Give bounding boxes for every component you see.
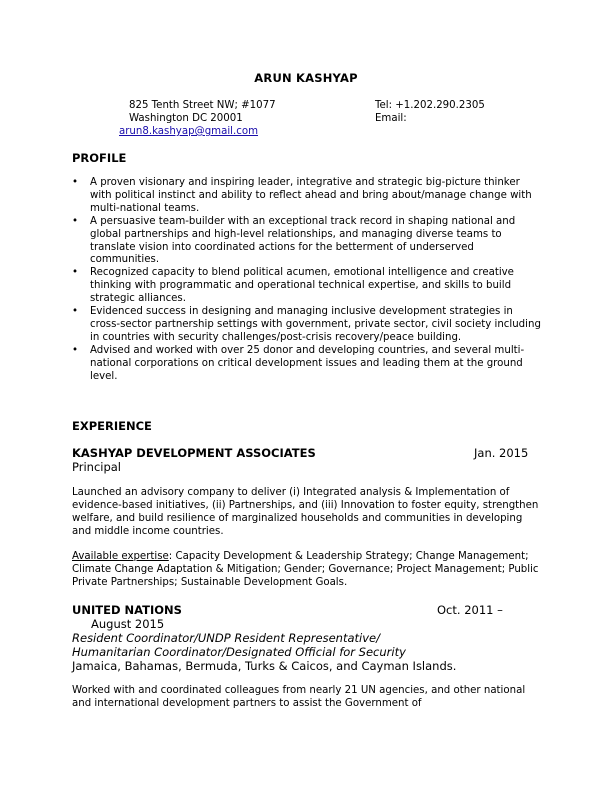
email-label: Email: [375, 113, 407, 124]
profile-bullet-3: • Recognized capacity to blend political acumen, emotional intelligence and creative thinking with programmatic and operational technical expertise, and skills to build strategic alliances. [72, 267, 544, 306]
job2-organization: UNITED NATIONS [72, 603, 182, 617]
job2-role-line-1: Resident Coordinator/UNDP Resident Representative/ [72, 631, 380, 645]
job1-description: Launched an advisory company to deliver (i) Integrated analysis & Implementation of evidence-based initiatives, (ii) Partnerships, and (iii) Innovation to foster equity, strengthen welfare, and build resilience of marginalized households and communities in developing and middle income countries. [72, 487, 539, 537]
email-link[interactable]: arun8.kashyap@gmail.com [119, 126, 259, 137]
job2-location: Jamaica, Bahamas, Bermuda, Turks & Caicos, and Cayman Islands. [72, 659, 457, 673]
experience-heading: EXPERIENCE [72, 419, 152, 433]
job2-date-end: August 2015 [91, 617, 165, 631]
address-line-1: 825 Tenth Street NW; #1077 [129, 100, 276, 111]
expertise-text: : Capacity Development & Leadership Strategy; Change Management; Climate Change Adaptation & Mitigation; Gender; Governance; Project Management; Public Private Partnerships; Sustainable Development Goals. [72, 551, 539, 588]
job2-date-start: Oct. 2011 – [437, 603, 503, 617]
telephone: Tel: +1.202.290.2305 [375, 100, 485, 111]
profile-bullet-4: • Evidenced success in designing and managing inclusive development strategies in cross-sector partnership settings with government, private sector, civil society including in countries with security challenges/post-crisis recovery/peace building. [72, 306, 544, 345]
profile-bullet-1: • A proven visionary and inspiring leader, integrative and strategic big-picture thinker with political instinct and ability to reflect ahead and bring about/manage change with multi-national teams. [72, 177, 544, 216]
job1-date: Jan. 2015 [474, 446, 529, 460]
profile-bullet-list [72, 177, 544, 384]
job1-organization: KASHYAP DEVELOPMENT ASSOCIATES [72, 446, 316, 460]
profile-bullet-2: • A persuasive team-builder with an exceptional track record in shaping national and global partnerships and high-level relationships, and managing diverse teams to translate vision into coordinated actions for the betterment of underserved communities. [72, 216, 544, 268]
expertise-label: Available expertise [72, 551, 169, 562]
profile-bullet-5: • Advised and worked with over 25 donor and developing countries, and several multi-national corporations on critical development issues and leading them at the ground level. [72, 345, 544, 384]
address-line-2: Washington DC 20001 [129, 113, 243, 124]
job1-expertise [72, 551, 544, 590]
job2-description: Worked with and coordinated colleagues from nearly 21 UN agencies, and other national and international development partners to assist the Government of [72, 685, 526, 709]
candidate-name: ARUN KASHYAP [254, 71, 358, 85]
job2-role-line-2: Humanitarian Coordinator/Designated Official for Security [72, 645, 406, 659]
profile-heading: PROFILE [72, 151, 127, 165]
job1-role: Principal [72, 460, 122, 474]
